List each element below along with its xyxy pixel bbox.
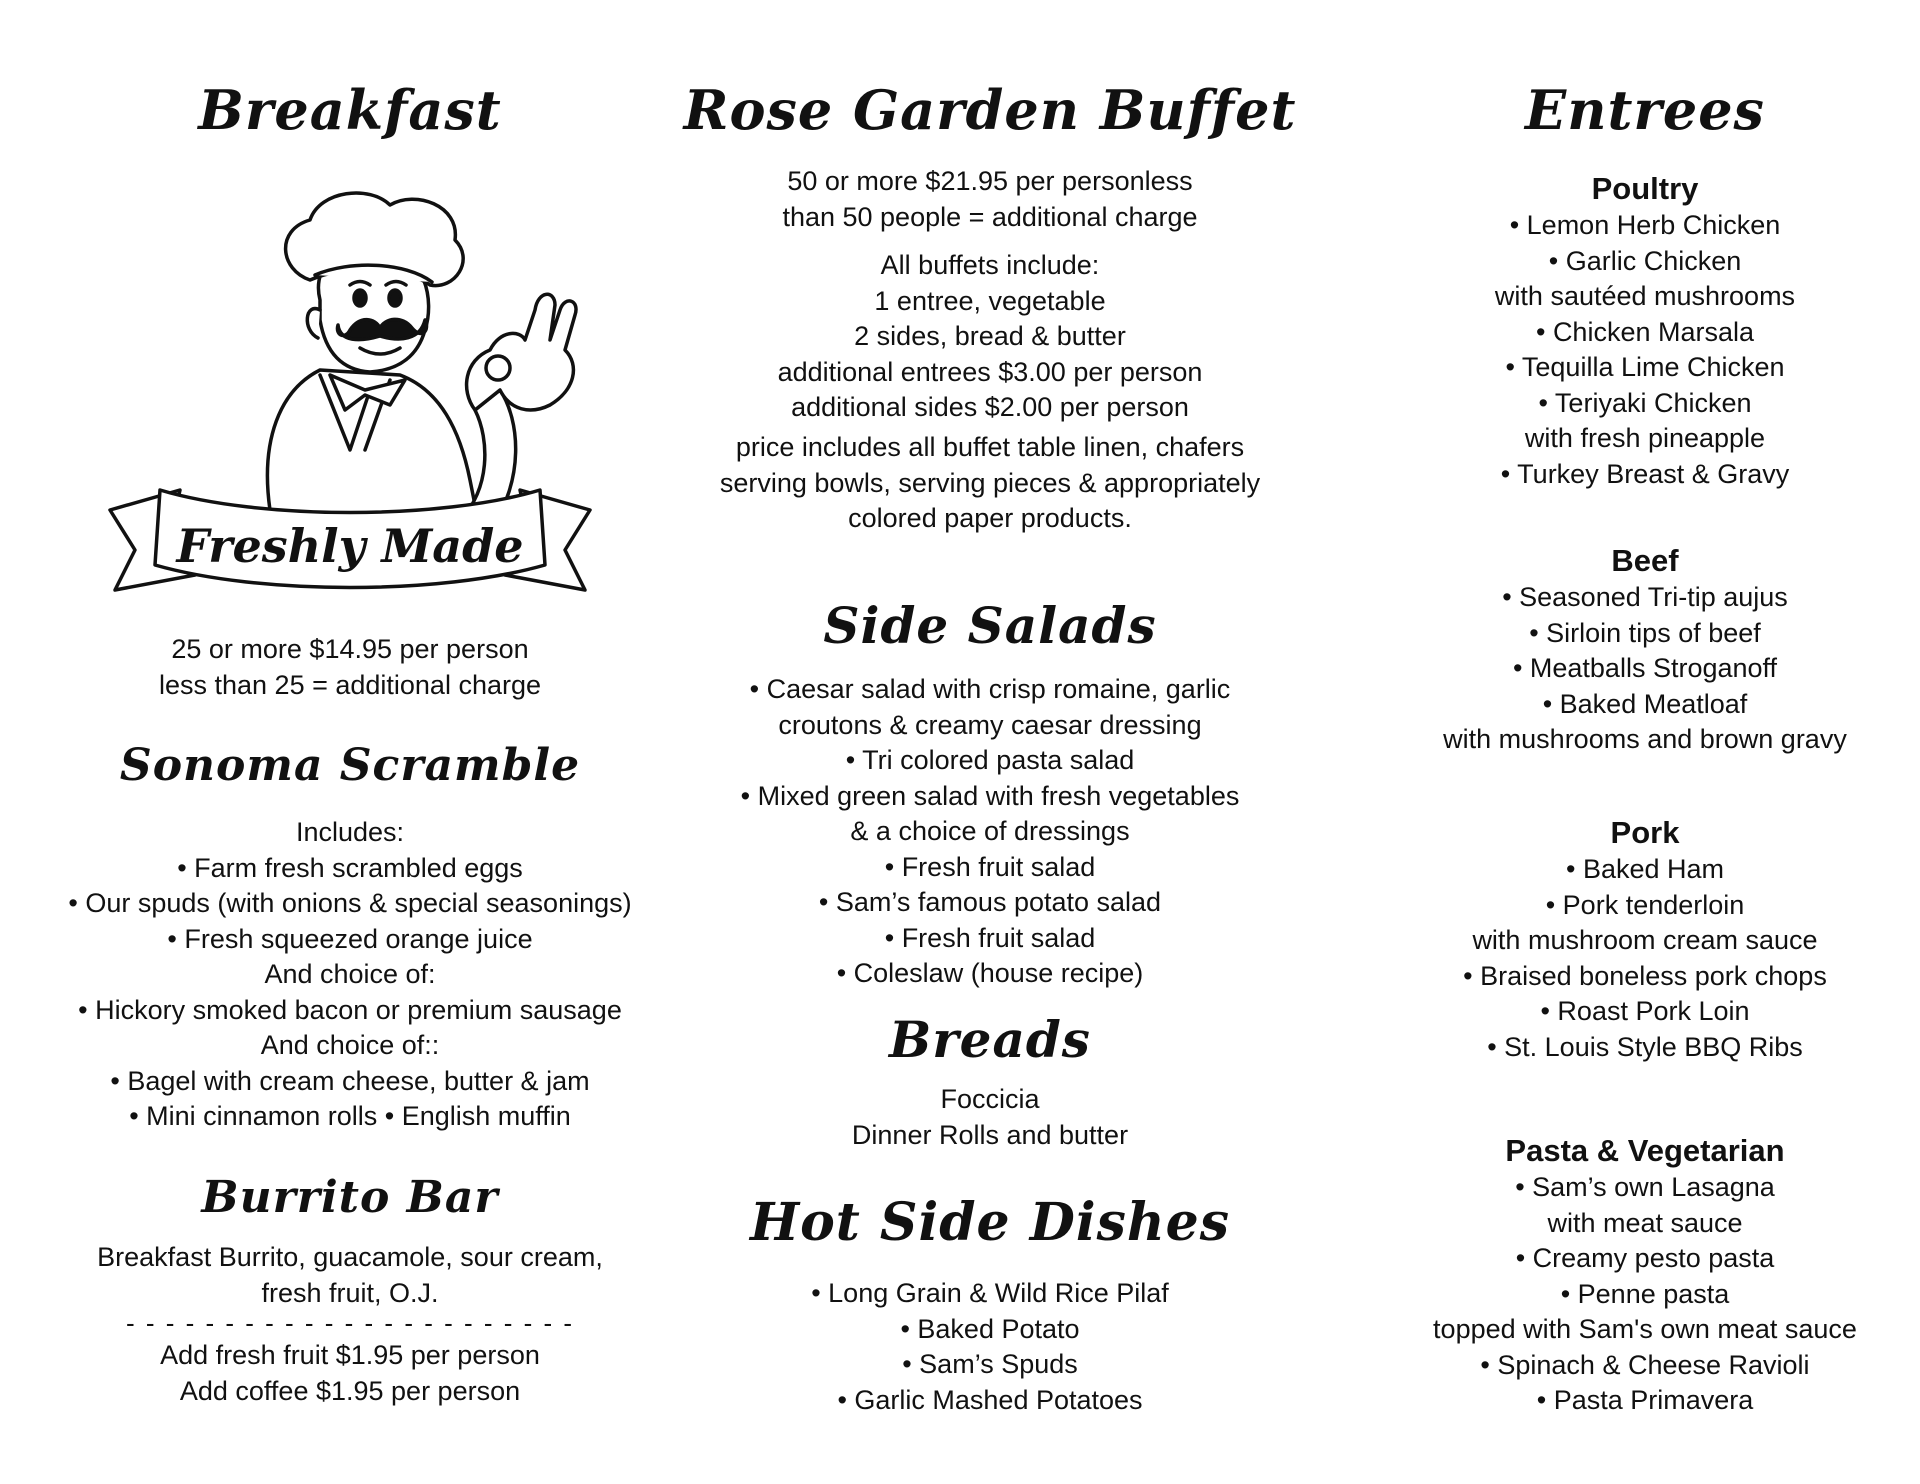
list-item: & a choice of dressings — [850, 816, 1130, 846]
list-item: • Tequilla Lime Chicken — [1505, 352, 1785, 382]
list-item: • Fresh squeezed orange juice — [167, 923, 533, 954]
breads-title: Breads — [889, 1010, 1091, 1069]
salads-title: Side Salads — [823, 596, 1157, 655]
list-item: • St. Louis Style BBQ Ribs — [1487, 1031, 1803, 1062]
hot-dishes-list — [660, 1276, 1320, 1418]
breakfast-title: Breakfast — [198, 78, 502, 142]
list-item: • Creamy pesto pasta — [1515, 1243, 1775, 1273]
pork-heading: Pork — [1610, 815, 1680, 850]
buffet-includes — [660, 248, 1320, 426]
list-item: • Mini cinnamon rolls • English muffin — [129, 1101, 571, 1131]
list-item: with meat sauce — [1547, 1207, 1743, 1238]
scramble-title: Sonoma Scramble — [119, 740, 581, 791]
list-item: croutons & creamy caesar dressing — [778, 709, 1202, 740]
poultry-heading: Poultry — [1591, 171, 1699, 206]
list-item: • Chicken Marsala — [1535, 316, 1755, 347]
list-item: • Long Grain & Wild Rice Pilaf — [811, 1278, 1169, 1308]
list-item: • Braised boneless pork chops — [1463, 960, 1827, 991]
list-item: • Bagel with cream cheese, butter & jam — [110, 1065, 590, 1096]
poultry-list — [1320, 208, 1920, 492]
list-item: • Teriyaki Chicken — [1538, 387, 1752, 418]
list-item: • Baked Ham — [1565, 854, 1725, 884]
breads-list — [660, 1082, 1320, 1153]
list-item: fresh fruit, O.J. — [261, 1277, 439, 1308]
list-item: 2 sides, bread & butter — [854, 321, 1126, 351]
list-item: • Sam’s Spuds — [902, 1349, 1078, 1379]
breakfast-price — [20, 632, 680, 703]
list-item: • Caesar salad with crisp romaine, garlic — [749, 674, 1231, 704]
list-item: • Pasta Primavera — [1536, 1385, 1754, 1415]
breakfast-price-line: 25 or more $14.95 per person — [171, 634, 529, 664]
list-item: colored paper products. — [848, 503, 1132, 533]
list-item: Foccicia — [940, 1084, 1040, 1114]
list-item: Add coffee $1.95 per person — [179, 1375, 521, 1406]
chef-illustration — [20, 190, 680, 620]
list-item: • Tri colored pasta salad — [845, 745, 1135, 775]
addons-list — [20, 1338, 680, 1409]
scramble-list — [20, 815, 680, 1135]
burrito-title: Burrito Bar — [201, 1172, 499, 1223]
buffet-price-line: than 50 people = additional charge — [782, 201, 1198, 232]
breakfast-price-line: less than 25 = additional charge — [158, 669, 542, 700]
pasta-heading: Pasta & Vegetarian — [1505, 1133, 1785, 1168]
banner-text: Freshly Made — [176, 519, 524, 573]
list-item: • Garlic Mashed Potatoes — [837, 1384, 1143, 1415]
list-item: • Sam’s famous potato salad — [818, 887, 1162, 917]
list-item: additional sides $2.00 per person — [791, 392, 1189, 422]
list-item: Breakfast Burrito, guacamole, sour cream, — [97, 1242, 603, 1272]
list-item: • Fresh fruit salad — [884, 922, 1096, 953]
list-item: Includes: — [295, 817, 405, 847]
list-item: price includes all buffet table linen, chafers — [735, 432, 1245, 462]
burrito-list — [20, 1240, 680, 1311]
list-item: • Turkey Breast & Gravy — [1500, 458, 1790, 489]
list-item: topped with Sam's own meat sauce — [1433, 1314, 1857, 1344]
list-item: • Sirloin tips of beef — [1529, 617, 1761, 648]
beef-heading: Beef — [1611, 543, 1679, 578]
list-item: • Hickory smoked bacon or premium sausage — [78, 994, 622, 1025]
chef-logo-icon — [20, 190, 680, 620]
list-item: serving bowls, serving pieces & appropriately — [719, 467, 1261, 498]
list-item: with fresh pineapple — [1524, 423, 1766, 453]
list-item: • Coleslaw (house recipe) — [836, 958, 1144, 988]
list-item: • Spinach & Cheese Ravioli — [1480, 1349, 1810, 1380]
list-item: Add fresh fruit $1.95 per person — [160, 1340, 540, 1370]
list-item: with sautéed mushrooms — [1494, 281, 1796, 311]
list-item: • Meatballs Stroganoff — [1512, 653, 1778, 683]
list-item: additional entrees $3.00 per person — [777, 356, 1203, 387]
list-item: And choice of: — [264, 959, 436, 989]
list-item: • Roast Pork Loin — [1540, 996, 1750, 1026]
list-item: • Seasoned Tri-tip aujus — [1502, 582, 1788, 612]
list-item: • Farm fresh scrambled eggs — [177, 852, 523, 883]
dashed-divider: - - - - - - - - - - - - - - - - - - - - - - - — [125, 1308, 575, 1338]
buffet-note — [660, 430, 1320, 537]
list-item: • Sam’s own Lasagna — [1515, 1172, 1775, 1202]
list-item: • Mixed green salad with fresh vegetables — [740, 780, 1240, 811]
list-item: • Pork tenderloin — [1545, 889, 1745, 920]
list-item: • Fresh fruit salad — [884, 851, 1096, 882]
entrees-title: Entrees — [1525, 78, 1765, 142]
list-item: • Our spuds (with onions & special seasonings) — [68, 888, 632, 918]
buffet-price — [660, 164, 1320, 235]
list-item: All buffets include: — [880, 250, 1100, 280]
beef-list — [1320, 580, 1920, 758]
list-item: Dinner Rolls and butter — [851, 1119, 1129, 1150]
list-item: • Baked Potato — [900, 1313, 1080, 1344]
pork-list — [1320, 852, 1920, 1065]
list-item: 1 entree, vegetable — [874, 285, 1106, 316]
pasta-list — [1320, 1170, 1920, 1419]
list-item: • Baked Meatloaf — [1542, 688, 1748, 719]
list-item: with mushrooms and brown gravy — [1443, 724, 1847, 754]
list-item: • Penne pasta — [1560, 1278, 1730, 1309]
list-item: And choice of:: — [260, 1030, 440, 1060]
list-item: • Garlic Chicken — [1548, 245, 1742, 276]
hot-dishes-title: Hot Side Dishes — [749, 1192, 1231, 1253]
list-item: • Lemon Herb Chicken — [1509, 210, 1781, 240]
list-item: with mushroom cream sauce — [1472, 925, 1818, 955]
salads-list — [660, 672, 1320, 992]
buffet-price-line: 50 or more $21.95 per personless — [787, 166, 1193, 196]
buffet-title: Rose Garden Buffet — [683, 78, 1297, 142]
